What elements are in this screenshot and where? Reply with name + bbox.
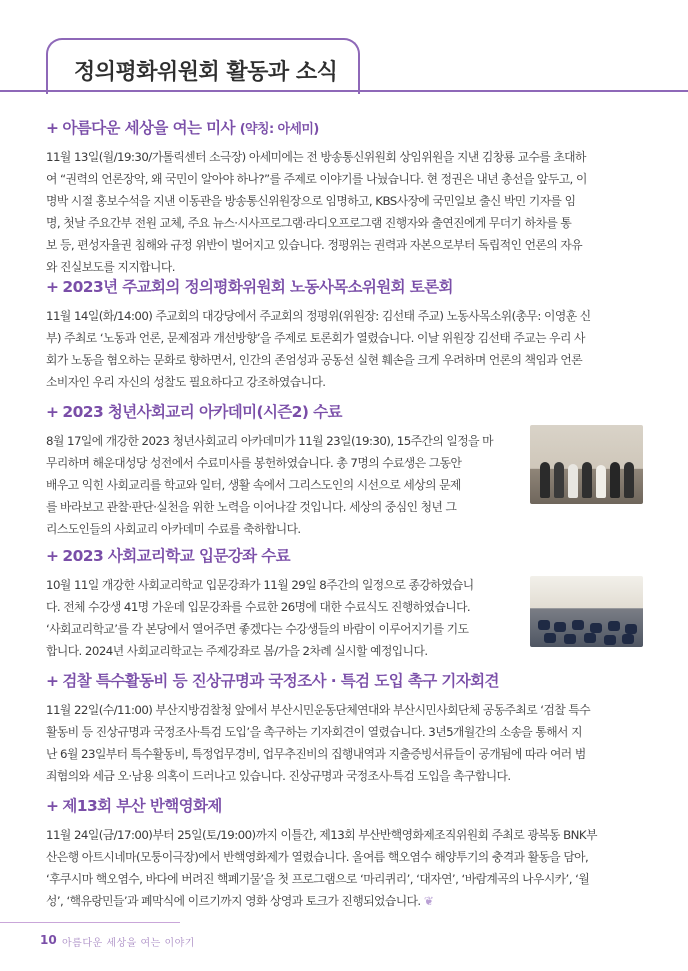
section-title — [46, 794, 643, 816]
graduation-group-photo — [530, 425, 643, 504]
body-line: 여 “권력의 언론장악, 왜 국민이 알아야 하나?”를 주제로 이야기를 나눴습니다. 현 정권은 내년 총선을 앞두고, 이 — [46, 172, 587, 186]
section-title-text: 2023 청년사회교리 아카데미(시즌2) 수료 — [62, 403, 342, 421]
section-body — [46, 305, 643, 393]
body-line: 소비자인 우리 자신의 성찰도 필요하다고 강조하였습니다. — [46, 375, 326, 389]
body-line: 배우고 익힌 사회교리를 학교와 일터, 생활 속에서 그리스도인의 시선으로 세상의 문제 — [46, 478, 461, 492]
body-line-text: 성’, ‘핵유랑민들’과 폐막식에 이르기까지 영화 상영과 토크가 진행되었습니다. — [46, 894, 421, 908]
body-line: 11월 24일(금/17:00)부터 25일(토/19:00)까지 이틀간, 제13회 부산반핵영화제조직위원회 주최로 광복동 BNK부 — [46, 828, 597, 842]
body-line: 보 등, 편성자율권 침해와 규정 위반이 벌어지고 있습니다. 정평위는 권력과 자본으로부터 독립적인 언론의 자유 — [46, 238, 583, 252]
body-line: 11월 14일(화/14:00) 주교회의 대강당에서 주교회의 정평위(위원장: 김선태 주교) 노동사목소위(총무: 이영훈 신 — [46, 309, 591, 323]
header-rule — [0, 90, 688, 92]
section-body — [46, 699, 643, 787]
body-line: 회가 노동을 혐오하는 문화로 향하면서, 인간의 존엄성과 공동선 실현 훼손을 크게 우려하며 언론의 책임과 언론 — [46, 353, 583, 367]
plus-icon: + — [46, 278, 59, 296]
body-line: 를 바라보고 관찰·판단·실천을 위한 노력을 이어나갈 것입니다. 세상의 중심인 청년 그 — [46, 500, 457, 514]
body-line: 무리하며 해운대성당 성전에서 수료미사를 봉헌하였습니다. 총 7명의 수료생은 그동안 — [46, 456, 462, 470]
body-line: 명, 첫날 주요간부 전원 교체, 주요 뉴스·시사프로그램·라디오프로그램 진행자와 출연진에게 무더기 하차를 통 — [46, 216, 572, 230]
page-title: 정의평화위원회 활동과 소식 — [74, 60, 338, 85]
leaf-icon: ❦ — [423, 894, 434, 908]
body-line: 산은행 아트시네마(모퉁이극장)에서 반핵영화제가 열렸습니다. 올여름 핵오염수 해양투기의 충격과 활동을 담아, — [46, 850, 589, 864]
section-subtitle: (약칭: 아세미) — [239, 122, 319, 137]
section-anti-nuclear-film-festival — [46, 794, 643, 912]
section-title — [46, 275, 643, 297]
body-line: 부) 주최로 ‘노동과 언론, 문제점과 개선방향’을 주제로 토론회가 열렸습니다. 이날 위원장 김선태 주교는 우리 사 — [46, 331, 585, 345]
body-line: 다. 전체 수강생 41명 가운데 입문강좌를 수료한 26명에 대한 수료식도 진행하였습니다. — [46, 600, 471, 614]
lecture-hall-photo — [530, 576, 643, 647]
section-aseumi — [46, 116, 643, 278]
plus-icon: + — [46, 119, 59, 137]
section-body — [46, 146, 643, 278]
section-body — [46, 824, 643, 912]
section-social-doctrine-school — [46, 544, 516, 662]
plus-icon: + — [46, 547, 59, 565]
body-line: 명박 시절 홍보수석을 지낸 이동관을 방송통신위원장으로 임명하고, KBS사장에 국민일보 출신 박민 기자를 임 — [46, 194, 576, 208]
section-title-text: 제13회 부산 반핵영화제 — [62, 797, 222, 815]
body-line: ‘후쿠시마 핵오염수, 바다에 버려진 핵폐기물’을 첫 프로그램으로 ‘마리퀴리’, ‘대자연’, ‘바람계곡의 나우시카’, ‘월 — [46, 872, 590, 886]
section-title-text: 아름다운 세상을 여는 미사 — [62, 119, 235, 137]
body-line: 8월 17일에 개강한 2023 청년사회교리 아카데미가 11월 23일(19:30), 15주간의 일정을 마 — [46, 434, 493, 448]
plus-icon: + — [46, 797, 59, 815]
body-line: 죄혐의와 세금 오·남용 의혹이 드러나고 있습니다. 진상규명과 국정조사·특검 도입을 촉구합니다. — [46, 769, 511, 783]
section-body — [46, 430, 516, 540]
body-line: 11월 22일(수/11:00) 부산지방검찰청 앞에서 부산시민운동단체연대와 부산시민사회단체 공동주최로 ‘검찰 특수 — [46, 703, 591, 717]
body-line: 11월 13일(월/19:30/가톨릭센터 소극장) 아세미에는 전 방송통신위원회 상임위원을 지낸 김창룡 교수를 초대하 — [46, 150, 586, 164]
section-title — [46, 400, 516, 422]
body-line: ‘사회교리학교’를 각 본당에서 열어주면 좋겠다는 수강생들의 바람이 이루어지기를 기도 — [46, 622, 469, 636]
body-line: 합니다. 2024년 사회교리학교는 주제강좌로 봄/가을 2차례 실시할 예정입니다. — [46, 644, 428, 658]
section-title-text: 검찰 특수활동비 등 진상규명과 국정조사 · 특검 도입 촉구 기자회견 — [62, 672, 499, 690]
body-line: 리스도인들의 사회교리 아카데미 수료를 축하합니다. — [46, 522, 301, 536]
body-line: 난 6월 23일부터 특수활동비, 특정업무경비, 업무추진비의 집행내역과 지출증빙서류들이 공개됨에 따라 여러 범 — [46, 747, 586, 761]
section-title-text: 2023 사회교리학교 입문강좌 수료 — [62, 547, 290, 565]
section-body — [46, 574, 516, 662]
section-title — [46, 116, 643, 138]
body-line: 활동비 등 진상규명과 국정조사·특검 도입’을 촉구하는 기자회견이 열렸습니다. 3년5개월간의 소송을 통해서 지 — [46, 725, 582, 739]
section-title — [46, 669, 643, 691]
body-line: 10월 11일 개강한 사회교리학교 입문강좌가 11월 29일 8주간의 일정으로 종강하였습니 — [46, 578, 474, 592]
body-line: 와 진실보도를 지지합니다. — [46, 260, 175, 274]
footer-rule — [0, 922, 180, 923]
section-prosecution-press-conference — [46, 669, 643, 787]
plus-icon: + — [46, 403, 59, 421]
plus-icon: + — [46, 672, 59, 690]
page-number: 10 — [40, 933, 57, 947]
section-youth-academy — [46, 400, 516, 540]
section-title-text: 2023년 주교회의 정의평화위원회 노동사목소위원회 토론회 — [62, 278, 453, 296]
body-line — [46, 890, 643, 912]
section-title — [46, 544, 516, 566]
footer-text: 아름다운 세상을 여는 이야기 — [62, 938, 195, 949]
section-labor-forum — [46, 275, 643, 393]
